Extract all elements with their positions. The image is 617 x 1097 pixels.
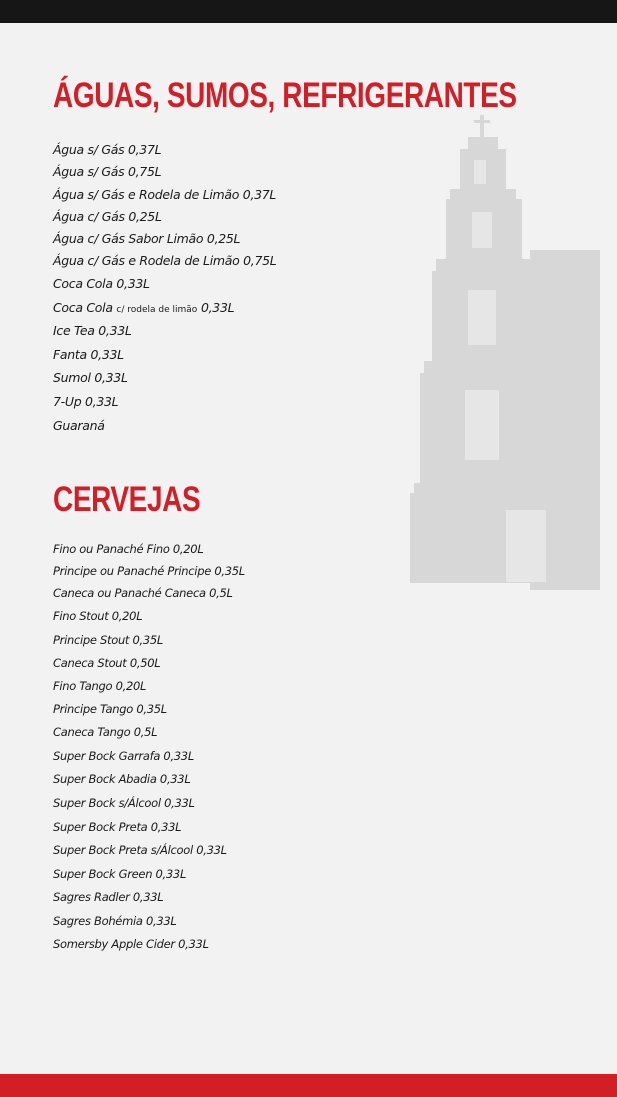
menu-item: [53, 300, 234, 315]
menu-item: Água s/ Gás 0,75L: [53, 164, 162, 179]
menu-item: Super Bock Garrafa 0,33L: [53, 749, 194, 763]
section-title-beers: CERVEJAS: [53, 480, 201, 519]
menu-item: Super Bock Green 0,33L: [53, 867, 187, 881]
menu-item: Água s/ Gás 0,37L: [53, 142, 162, 157]
menu-item: Caneca ou Panaché Caneca 0,5L: [53, 586, 233, 600]
menu-item: Somersby Apple Cider 0,33L: [53, 937, 209, 951]
menu-item: Super Bock s/Álcool 0,33L: [53, 796, 195, 810]
menu-item: Principe Tango 0,35L: [53, 702, 167, 716]
menu-item: Super Bock Preta 0,33L: [53, 820, 182, 834]
menu-item: Fino Stout 0,20L: [53, 609, 143, 623]
menu-item-note: c/ rodela de limão: [116, 305, 198, 315]
menu-item: Água c/ Gás 0,25L: [53, 209, 162, 224]
menu-item-size: 0,33L: [200, 300, 235, 315]
top-bar: [0, 0, 617, 23]
menu-item: Fino ou Panaché Fino 0,20L: [53, 542, 204, 556]
menu-item: Água c/ Gás e Rodela de Limão 0,75L: [53, 253, 277, 268]
menu-item: Principe ou Panaché Principe 0,35L: [53, 564, 245, 578]
menu-item: Ice Tea 0,33L: [53, 323, 132, 338]
menu-item: Água s/ Gás e Rodela de Limão 0,37L: [53, 187, 277, 202]
section-title-waters: ÁGUAS, SUMOS, REFRIGERANTES: [53, 76, 517, 115]
menu-item: Super Bock Preta s/Álcool 0,33L: [53, 843, 227, 857]
menu-item: Sumol 0,33L: [53, 370, 128, 385]
church-tower-icon: [410, 100, 610, 590]
menu-item: 7-Up 0,33L: [53, 394, 119, 409]
menu-item: Fino Tango 0,20L: [53, 679, 147, 693]
menu-item-name: Coca Cola: [53, 300, 113, 315]
menu-item: Sagres Bohémia 0,33L: [53, 914, 177, 928]
bottom-bar: [0, 1074, 617, 1097]
menu-item: Caneca Tango 0,5L: [53, 725, 158, 739]
menu-item: Coca Cola 0,33L: [53, 276, 150, 291]
menu-item: Caneca Stout 0,50L: [53, 656, 161, 670]
menu-item: Fanta 0,33L: [53, 347, 124, 362]
menu-item: Água c/ Gás Sabor Limão 0,25L: [53, 231, 241, 246]
menu-item: Guaraná: [53, 418, 105, 433]
menu-item: Super Bock Abadia 0,33L: [53, 772, 191, 786]
menu-item: Sagres Radler 0,33L: [53, 890, 164, 904]
menu-item: Principe Stout 0,35L: [53, 633, 164, 647]
